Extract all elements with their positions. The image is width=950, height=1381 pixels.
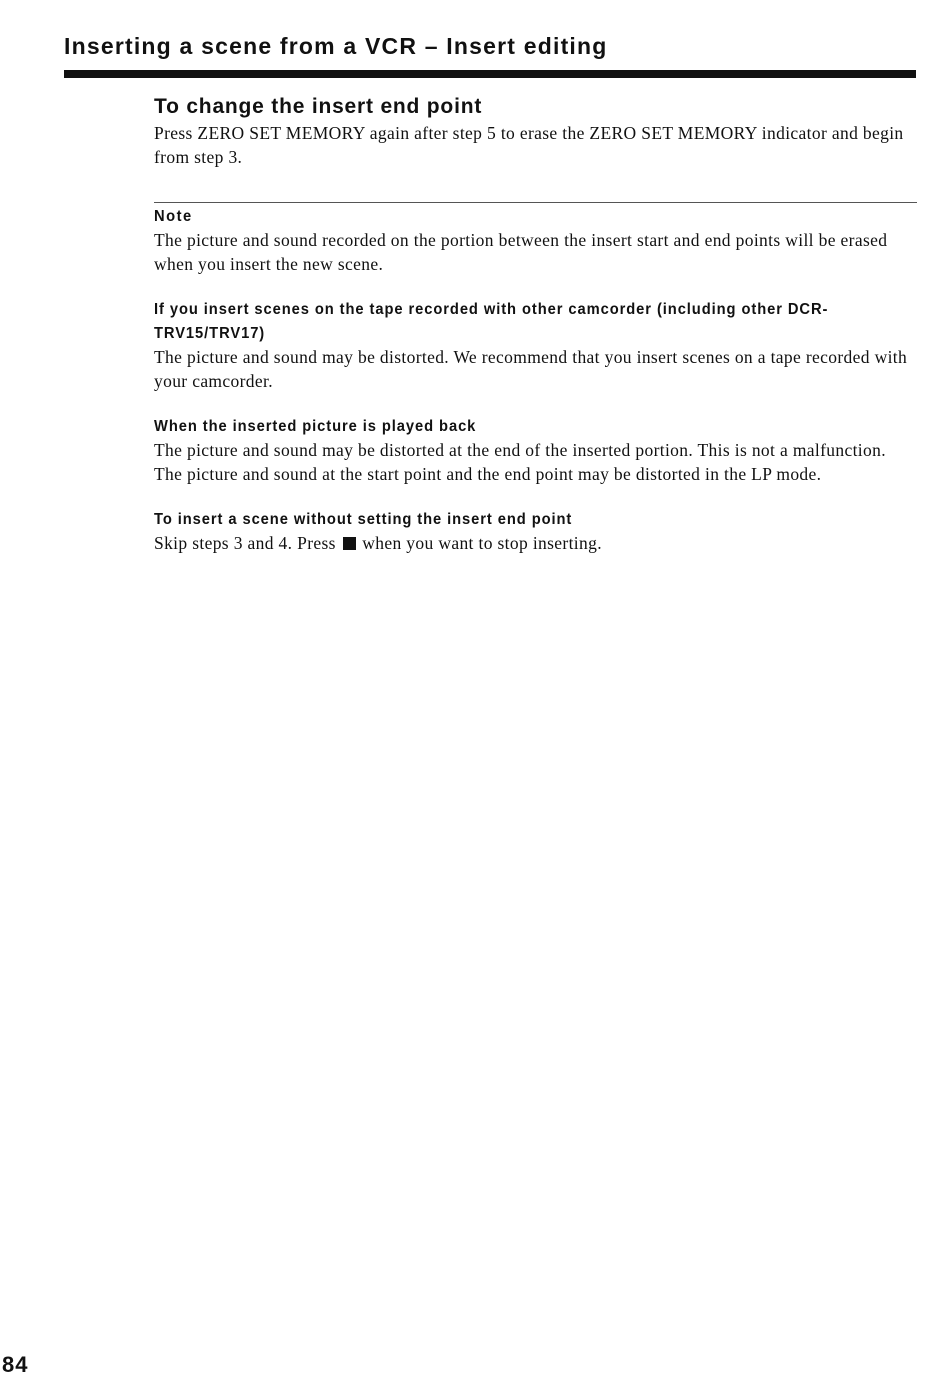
without-end-point-text-before: Skip steps 3 and 4. Press xyxy=(154,533,336,553)
played-back-heading: When the inserted picture is played back xyxy=(154,418,477,435)
notes-divider xyxy=(154,202,917,203)
note-title: Note xyxy=(154,208,193,225)
other-camcorder-heading: If you insert scenes on the tape recorded with other camcorder (including other DCR-TRV15/TRV17) xyxy=(154,301,829,342)
without-end-point-text-after: when you want to stop inserting. xyxy=(362,533,602,553)
without-end-point-text xyxy=(154,532,918,556)
note-text: The picture and sound recorded on the portion between the insert start and end points will be erased when you insert the new scene. xyxy=(154,230,888,274)
note-block xyxy=(154,205,918,276)
notes-section xyxy=(154,205,918,578)
played-back-text-2: The picture and sound at the start point and the end point may be distorted in the LP mode. xyxy=(154,463,822,484)
page-number: 84 xyxy=(2,1352,29,1377)
without-end-point-heading: To insert a scene without setting the insert end point xyxy=(154,511,573,528)
change-end-point-section xyxy=(154,92,918,169)
stop-icon xyxy=(343,537,356,550)
section-text: Press ZERO SET MEMORY again after step 5 to erase the ZERO SET MEMORY indicator and begin from step 3. xyxy=(154,123,904,167)
other-camcorder-text: The picture and sound may be distorted. We recommend that you insert scenes on a tape recorded with your camcorder. xyxy=(154,347,908,391)
page-title: Inserting a scene from a VCR – Insert editing xyxy=(64,33,608,59)
played-back-text-1: The picture and sound may be distorted at the end of the inserted portion. This is not a malfunction. xyxy=(154,440,886,460)
other-camcorder-block xyxy=(154,298,918,393)
page-header xyxy=(64,30,916,62)
section-heading: To change the insert end point xyxy=(154,95,483,118)
without-end-point-block xyxy=(154,508,918,556)
header-rule xyxy=(64,70,916,78)
played-back-block xyxy=(154,415,918,486)
